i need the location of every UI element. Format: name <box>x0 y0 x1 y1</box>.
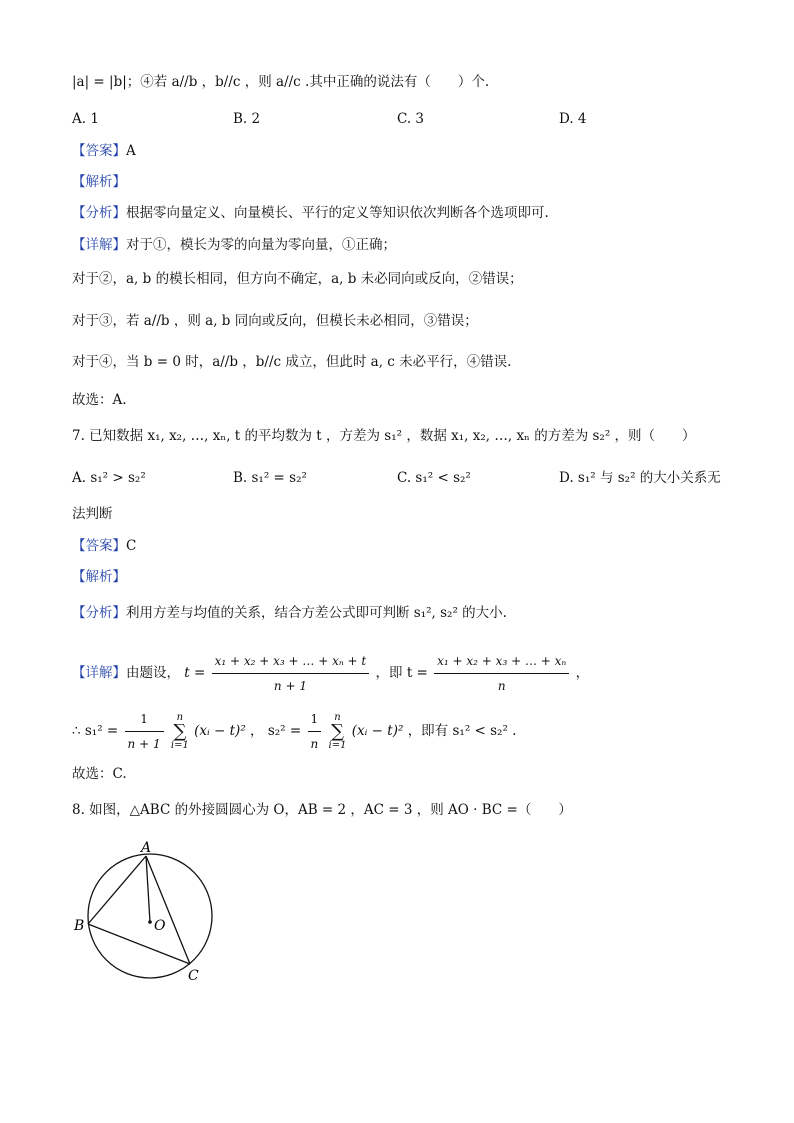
therefore: ∴ s₁² = <box>72 723 119 739</box>
f2-numerator: 1 <box>308 708 322 732</box>
eq1-fraction <box>212 650 370 697</box>
answer-tag: 【答案】 <box>72 538 126 554</box>
q6-option-b: B. 2 <box>233 111 261 127</box>
eq2-denominator: n <box>497 679 506 693</box>
q7-answer <box>72 537 136 555</box>
sum-symbol-2 <box>329 713 347 751</box>
q7-option-a: A. s₁² > s₂² <box>72 470 146 486</box>
segment-bc <box>88 924 190 964</box>
sigma-icon: ∑ <box>331 720 344 742</box>
eq2-numerator: x₁ + x₂ + x₃ + … + xₙ <box>434 650 569 674</box>
q7-option-b: B. s₁² = s₂² <box>233 470 307 486</box>
fenxi-tag: 【分析】 <box>72 605 126 621</box>
fenxi-text: 利用方差与均值的关系，结合方差公式即可判断 s₁², s₂² 的大小. <box>126 605 507 621</box>
q6-detail-4: 对于④，当 b = 0 时，a//b ，b//c 成立，但此时 a, c 未必平行，④错误. <box>72 354 512 370</box>
segment-ac <box>146 856 190 964</box>
q7-choose: 故选：C. <box>72 766 127 782</box>
q6-option-c: C. 3 <box>397 111 425 127</box>
q6-xiangjie <box>72 236 396 254</box>
label-c: C <box>188 968 199 984</box>
f1-fraction <box>125 708 164 755</box>
q6-detail-3: 对于③，若 a//b ，则 a, b 同向或反向，但模长未必相同，③错误； <box>72 313 478 329</box>
circumcircle-diagram <box>72 840 232 990</box>
label-a: A <box>141 840 152 856</box>
q7-variance-line <box>72 708 516 755</box>
xiangjie-tag: 【详解】 <box>72 237 126 253</box>
eq2-fraction <box>434 650 569 697</box>
q7-fenxi <box>72 604 507 622</box>
f2-fraction <box>308 708 322 755</box>
eq1-denominator: n + 1 <box>273 679 307 693</box>
segment-ab <box>88 856 146 924</box>
q6-choose: 故选：A. <box>72 392 127 408</box>
q7-option-d-cont: 法判断 <box>72 506 113 522</box>
xiangjie-tag: 【详解】 <box>72 665 126 681</box>
q6-premise: |a| = |b|；④若 a//b ，b//c ，则 a//c .其中正确的说法有（ ）个. <box>72 74 490 90</box>
q7-analysis-tag: 【解析】 <box>72 569 126 585</box>
sum-term-1: (xᵢ − t)² <box>194 723 246 739</box>
sum-top: n <box>334 711 341 723</box>
q6-answer <box>72 142 136 160</box>
sum-bottom: i=1 <box>170 739 189 751</box>
label-b: B <box>74 918 85 934</box>
answer-value: C <box>126 538 137 554</box>
q7-stem: 7. 已知数据 x₁, x₂, …, xₙ, t 的平均数为 t ，方差为 s₁² ，数据 x₁, x₂, …, xₙ 的方差为 s₂² ，则（ ） <box>72 428 696 444</box>
q7-option-c: C. s₁² < s₂² <box>397 470 471 486</box>
sum-top: n <box>176 711 184 723</box>
label-o: O <box>154 918 166 934</box>
center-point-o <box>148 920 152 924</box>
result-text: ，即有 s₁² < s₂² . <box>407 723 517 739</box>
sum-symbol-1 <box>171 713 189 751</box>
q8-stem: 8. 如图，△ABC 的外接圆圆心为 O，AB = 2 ，AC = 3 ，则 AO · BC =（ ） <box>72 802 572 818</box>
q6-detail-2: 对于②，a, b 的模长相同，但方向不确定，a, b 未必同向或反向，②错误； <box>72 271 523 287</box>
q6-option-a: A. 1 <box>72 111 99 127</box>
f2-denominator: n <box>310 737 319 751</box>
eq1-numerator: x₁ + x₂ + x₃ + … + xₙ + t <box>212 650 370 674</box>
sum-term-2: (xᵢ − t)² <box>351 723 404 739</box>
fenxi-text: 根据零向量定义、向量模长、平行的定义等知识依次判断各个选项即可. <box>126 205 549 221</box>
sigma-icon: ∑ <box>173 720 187 742</box>
eq1-lhs: t = <box>184 665 206 681</box>
f1-denominator: n + 1 <box>127 737 161 751</box>
f1-numerator: 1 <box>125 708 164 732</box>
eq-tail: ， <box>575 665 590 681</box>
mid-text: ， s₂² = <box>250 723 302 739</box>
answer-tag: 【答案】 <box>72 143 126 159</box>
q6-analysis-tag: 【解析】 <box>72 174 126 190</box>
answer-value: A <box>126 143 136 159</box>
eq2-lead: ，即 t = <box>375 665 428 681</box>
xiangjie-lead: 由题设， <box>126 665 180 681</box>
fenxi-tag: 【分析】 <box>72 205 126 221</box>
xiangjie-text: 对于①，模长为零的向量为零向量，①正确； <box>126 237 396 253</box>
q6-fenxi <box>72 204 549 222</box>
q6-option-d: D. 4 <box>559 111 587 127</box>
sum-bottom: i=1 <box>328 739 347 751</box>
q7-xiangjie <box>72 650 589 697</box>
q7-option-d: D. s₁² 与 s₂² 的大小关系无 <box>559 470 721 486</box>
